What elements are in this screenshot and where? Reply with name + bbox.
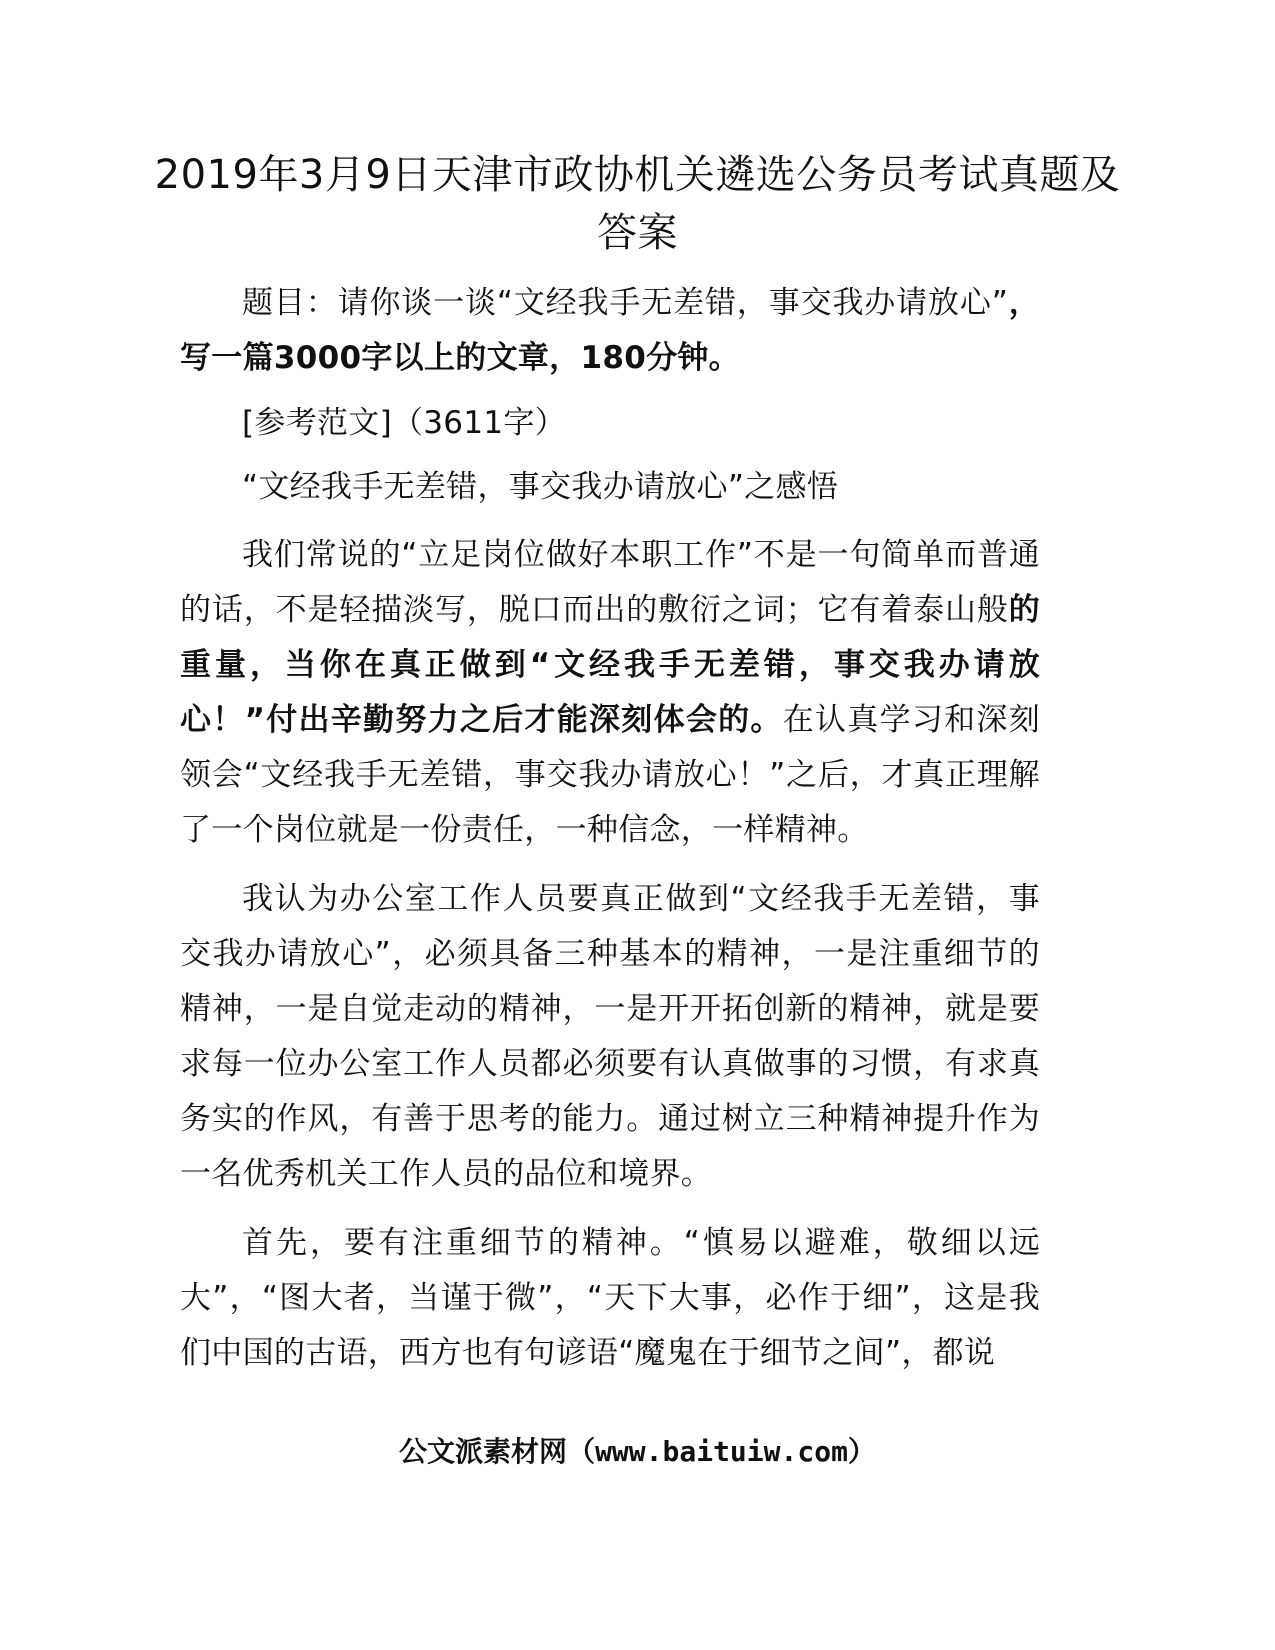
reference-label-text: [参考范文]（3611字） bbox=[242, 405, 566, 441]
paragraph-2 bbox=[180, 872, 1040, 1202]
paragraph-1-part-c: 在认真学习和深刻领会“文经我手无差错，事交我办请放心！”之后，才真正理解了一个岗位就是一份责任，一种信念，一样精神。 bbox=[180, 702, 1040, 848]
document-title: 2019年3月9日天津市政协机关遴选公务员考试真题及答案 bbox=[154, 152, 1121, 256]
paragraph-1-part-a: 我们常说的“立足岗位做好本职工作”不是一句简单而普通的话，不是轻描淡写，脱口而出的敷衍之词；它有着泰山般 bbox=[180, 537, 1040, 628]
question-requirement: ，写一篇3000字以上的文章，180分钟。 bbox=[180, 285, 1040, 376]
paragraph-1 bbox=[180, 528, 1040, 858]
paragraph-3 bbox=[180, 1216, 1040, 1381]
footer-site-name: 公文派素材网 bbox=[399, 1435, 568, 1468]
paragraph-1-part-b: 的重量，当你在真正做到“文经我手无差错，事交我办请放心！”付出辛勤努力之后才能深刻体会的。 bbox=[180, 592, 1040, 738]
reference-label bbox=[180, 396, 1040, 451]
essay-title-text: “文经我手无差错，事交我办请放心”之感悟 bbox=[242, 469, 839, 505]
paragraph-2-text: 我认为办公室工作人员要真正做到“文经我手无差错，事交我办请放心”，必须具备三种基本的精神，一是注重细节的精神，一是自觉走动的精神，一是开开拓创新的精神，就是要求每一位办公室工作人员都必须要有认真做事的习惯，有求真务实的作风，有善于思考的能力。通过树立三种精神提升作为一名优秀机关工作人员的品位和境界。 bbox=[180, 881, 1040, 1192]
essay-title bbox=[180, 460, 1040, 515]
question-text: 题目：请你谈一谈“文经我手无差错，事交我办请放心” bbox=[242, 285, 1009, 321]
footer-url: （www.baituiw.com） bbox=[567, 1435, 876, 1468]
page-footer bbox=[0, 1432, 1275, 1472]
question-paragraph bbox=[180, 276, 1040, 386]
paragraph-3-text: 首先，要有注重细节的精神。“慎易以避难，敬细以远大”，“图大者，当谨于微”，“天下大事，必作于细”，这是我们中国的古语，西方也有句谚语“魔鬼在于细节之间”，都说 bbox=[180, 1225, 1040, 1371]
